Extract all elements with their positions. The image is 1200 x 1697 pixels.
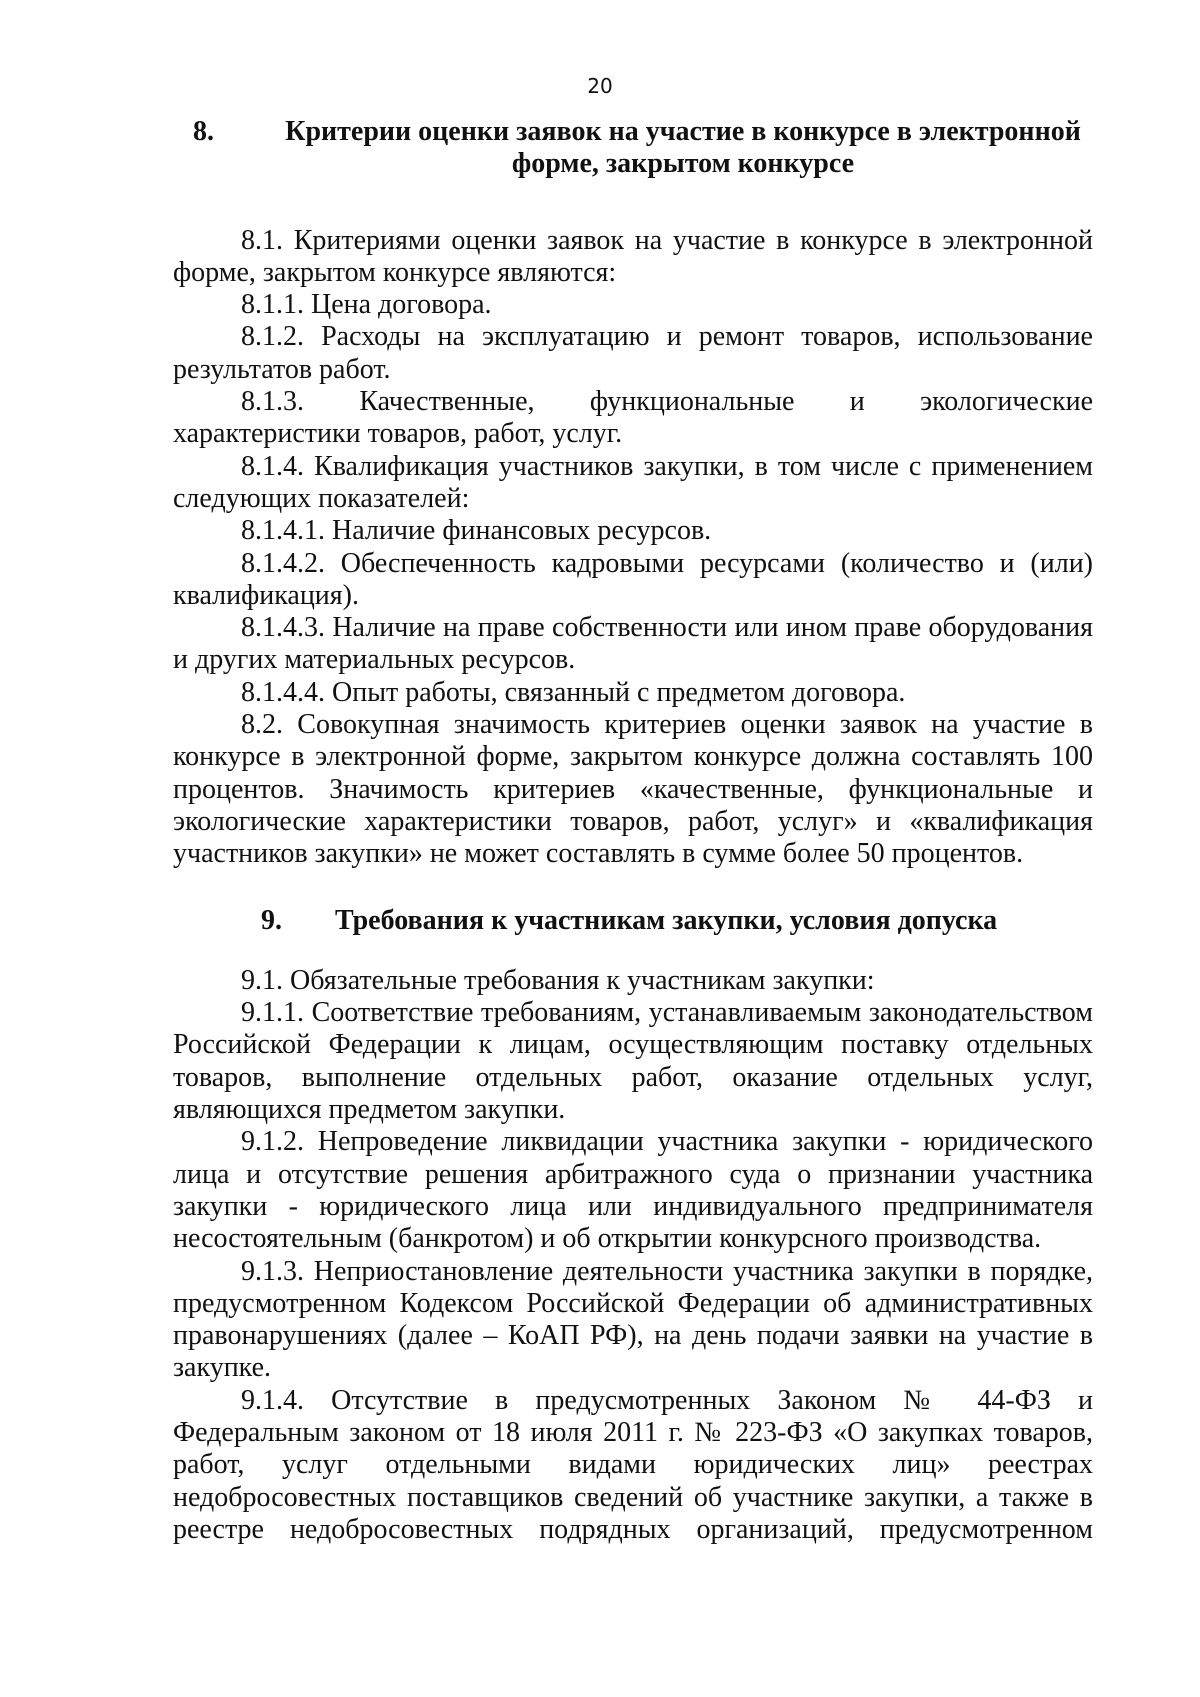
paragraph-8-1-3: 8.1.3. Качественные, функциональные и экологические характеристики товаров, работ, услуг. (173, 386, 1093, 450)
section-8-title-line-1: Критерии оценки заявок на участие в конкурсе в электронной (285, 116, 1081, 147)
section-8-heading (173, 116, 1093, 181)
paragraph-8-1-4-1: 8.1.4.1. Наличие финансовых ресурсов. (241, 515, 712, 547)
paragraph-8-2: 8.2. Совокупная значимость критериев оценки заявок на участие в конкурсе в электронной форме, закрытом конкурсе должна составлять 100 процентов. Значимость критериев «качественные, функциональные и экологические характеристики товаров, работ, услуг» и «квалификация участников закупки» не может составлять в сумме более 50 процентов. (173, 709, 1093, 870)
paragraph-8-1: 8.1. Критериями оценки заявок на участие в конкурсе в электронной форме, закрытом конкурсе являются: (173, 224, 1093, 288)
paragraph-8-1-4-4: 8.1.4.4. Опыт работы, связанный с предметом договора. (241, 676, 906, 708)
section-9-heading (173, 905, 1093, 937)
paragraph-8-1-4-2: 8.1.4.2. Обеспеченность кадровыми ресурсами (количество и (или) квалификация). (173, 547, 1093, 611)
paragraph-8-1-1: 8.1.1. Цена договора. (241, 289, 492, 321)
paragraph-9-1-4: 9.1.4. Отсутствие в предусмотренных Законом № 44-ФЗ и Федеральным законом от 18 июля 2011 г. № 223-ФЗ «О закупках товаров, работ, услуг отдельными видами юридических лиц» реестрах недобросовестных поставщиков сведений об участнике закупки, а также в реестре недобросовестных подрядных организаций, предусмотренном (173, 1384, 1093, 1545)
paragraph-9-1-1: 9.1.1. Соответствие требованиям, устанавливаемым законодательством Российской Федерации к лицам, осуществляющим поставку отдельных товаров, выполнение отдельных работ, оказание отдельных услуг, являющихся предметом закупки. (173, 997, 1093, 1126)
section-8-title-line-2: форме, закрытом конкурсе (511, 148, 855, 180)
paragraph-9-1: 9.1. Обязательные требования к участникам закупки: (241, 964, 875, 996)
paragraph-8-1-4: 8.1.4. Квалификация участников закупки, в том числе с применением следующих показателей: (173, 450, 1093, 514)
paragraph-9-1-2: 9.1.2. Непроведение ликвидации участника закупки - юридического лица и отсутствие решения арбитражного суда о признании участника закупки - юридического лица или индивидуального предпринимателя несостоятельным (банкротом) и об открытии конкурсного производства. (173, 1126, 1093, 1255)
paragraph-8-1-4-3: 8.1.4.3. Наличие на праве собственности или ином праве оборудования и других материальных ресурсов. (173, 612, 1093, 676)
paragraph-9-1-3: 9.1.3. Неприостановление деятельности участника закупки в порядке, предусмотренном Кодексом Российской Федерации об административных правонарушениях (далее – КоАП РФ), на день подачи заявки на участие в закупке. (173, 1255, 1093, 1384)
section-9-title: Требования к участникам закупки, условия допуска (335, 904, 998, 936)
document-body (173, 116, 1093, 1546)
page-number: 20 (587, 74, 613, 98)
paragraph-8-1-2: 8.1.2. Расходы на эксплуатацию и ремонт товаров, использование результатов работ. (173, 321, 1093, 385)
section-9-number: 9. (261, 904, 282, 936)
section-8-number: 8. (193, 116, 214, 147)
section-8-title (283, 116, 1093, 181)
